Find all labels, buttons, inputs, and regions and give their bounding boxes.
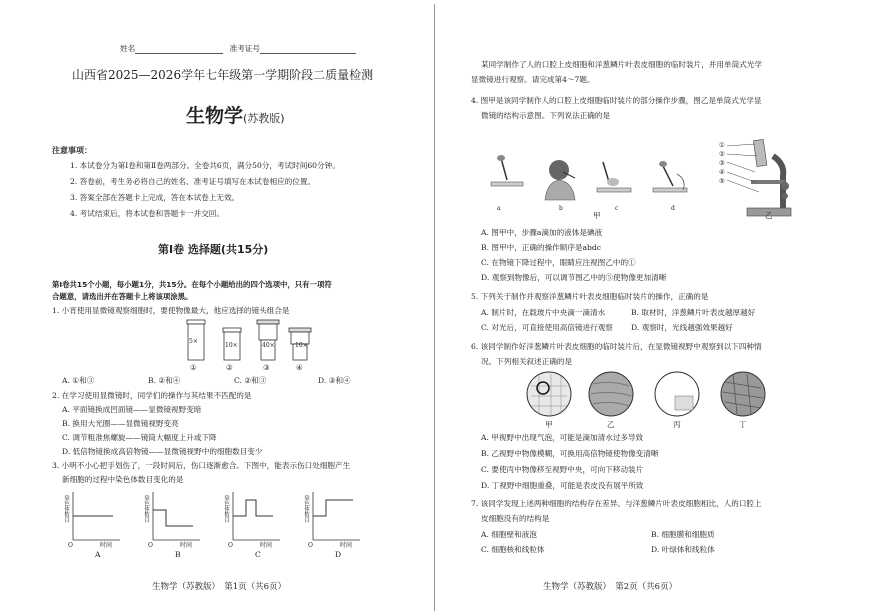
view-bing-label: 丙 [673, 420, 681, 429]
section-intro-2: 合题意，请选出并在答题卡上将该项涂黑。 [52, 292, 193, 301]
q7-stem-2: 皮细胞没有的结构是 [481, 514, 550, 523]
graph-c [233, 492, 280, 540]
q5-option-b: B. 取材时，洋葱鳞片叶表皮越厚越好 [631, 308, 756, 317]
fig-jia-label: 甲 [593, 211, 601, 220]
view-yi [589, 372, 633, 416]
step-d-label: d [671, 205, 675, 212]
q6-option-c: C. 要使丙中物像移至视野中央，可向下移动装片 [481, 465, 644, 474]
q4-stem-1: 4. 图甲是该同学制作人的口腔上皮细胞临时装片的部分操作步骤，图乙是单筒式光学显 [471, 96, 762, 105]
q6-option-b: B. 乙视野中物像模糊，可换用高倍物镜使物像变清晰 [481, 449, 659, 458]
step-c-drawing [597, 162, 631, 192]
step-d-drawing [653, 161, 687, 192]
view-yi-label: 乙 [607, 420, 615, 429]
name-label: 姓名 [120, 44, 136, 53]
lens-3-num: ③ [263, 363, 270, 372]
micro-label-5: ⑤ [719, 177, 725, 185]
q7-option-b: B. 细胞膜和细胞质 [651, 530, 715, 539]
intro-1: 某同学制作了人的口腔上皮细胞和洋葱鳞片叶表皮细胞的临时装片，并用单筒式光学 [481, 60, 762, 69]
left-footer: 生物学（苏教版） 第1页（共6页） [152, 582, 287, 592]
subject-title: 生物学(苏教版) [186, 105, 285, 127]
q3-stem-1: 3. 小明不小心把手划伤了，一段时间后，伤口逐渐愈合。下图中，能表示伤口处细胞产生 [52, 461, 351, 470]
graph-b-xlabel: 时间 [180, 542, 193, 549]
graph-b-ylabel: 染色体数目 [143, 495, 149, 523]
graph-d-xlabel: 时间 [340, 542, 353, 549]
lens-1-label: 5× [189, 338, 198, 345]
notice-4: 4. 考试结束后，将本试卷和答题卡一并交回。 [70, 209, 224, 218]
microscope-views [525, 370, 775, 420]
q4-option-b: B. 图甲中，正确的操作顺序是abdc [481, 243, 602, 252]
q6-stem-2: 况。下列相关叙述正确的是 [481, 357, 573, 366]
q4-stem-2: 微镜的结构示意图。下列说法正确的是 [481, 111, 611, 120]
graph-c-origin: O [228, 542, 233, 549]
q1-option-d: D. ③和④ [318, 376, 351, 385]
q7-stem-1: 7. 该同学发现上述两种细胞的结构存在差异。与洋葱鳞片叶表皮细胞相比，人的口腔上 [471, 499, 762, 508]
right-footer: 生物学（苏教版） 第2页（共6页） [543, 582, 678, 592]
procedure-figure [487, 152, 727, 214]
step-c-label: c [615, 205, 619, 212]
q1-option-c: C. ②和③ [234, 376, 267, 385]
q2-option-b: B. 换用大光圈——显微镜视野变亮 [62, 419, 179, 428]
lens-4-num: ④ [296, 363, 303, 372]
q2-option-d: D. 低倍物镜换成高倍物镜——显微镜视野中的细胞数目变少 [62, 447, 263, 456]
view-ding [721, 372, 765, 416]
graph-a-origin: O [68, 542, 73, 549]
graph-d-ylabel: 染色体数目 [303, 495, 309, 523]
micro-label-1: ① [719, 141, 725, 149]
exam-no-label: 准考证号 [229, 44, 260, 53]
graph-b [153, 492, 200, 540]
lens-3-label: 40× [262, 342, 275, 349]
view-jia [527, 372, 571, 416]
q4-option-d: D. 观察到物像后，可以调节图乙中的⑤使物像更加清晰 [481, 273, 667, 282]
notice-title: 注意事项： [52, 146, 92, 155]
intro-2: 显微镜进行观察。请完成第4～7题。 [471, 75, 595, 84]
micro-label-4: ④ [719, 168, 725, 176]
q2-option-c: C. 调节粗准焦螺旋——镜筒大幅度上升或下降 [62, 433, 217, 442]
view-jia-label: 甲 [545, 420, 553, 429]
q5-option-a: A. 制片时，在载玻片中央滴一滴清水 [481, 308, 606, 317]
microscope-figure [725, 136, 815, 218]
fig-yi-label: 乙 [765, 211, 773, 220]
q5-option-d: D. 观察时，光线越强效果越好 [631, 323, 733, 332]
step-b-label: b [559, 205, 563, 212]
exam-title: 山西省2025—2026学年七年级第一学期阶段二质量检测 [72, 68, 374, 82]
graph-a-xlabel: 时间 [100, 542, 113, 549]
step-b-drawing [545, 160, 575, 200]
lens-1-num: ① [190, 363, 197, 372]
lens-3 [257, 320, 279, 360]
name-field [120, 44, 356, 54]
step-a-drawing [491, 155, 523, 186]
graph-c-ylabel: 染色体数目 [223, 495, 229, 523]
section-title: 第Ⅰ卷 选择题(共15分) [158, 243, 269, 256]
q1-option-a: A. ①和③ [62, 376, 95, 385]
notice-1: 1. 本试卷分为第Ⅰ卷和第Ⅱ卷两部分。全卷共6页，满分50分，考试时间60分钟。 [70, 161, 340, 170]
notice-2: 2. 答卷前，考生务必将自己的姓名、准考证号填写在本试卷相应的位置。 [70, 177, 316, 186]
graph-c-xlabel: 时间 [260, 542, 273, 549]
graph-c-letter: C [255, 550, 261, 559]
graph-a-letter: A [95, 550, 101, 559]
q3-stem-2: 新细胞的过程中染色体数目变化的是 [62, 475, 184, 484]
view-ding-label: 丁 [739, 420, 747, 429]
q7-option-c: C. 细胞核和线粒体 [481, 545, 545, 554]
graph-d-origin: O [308, 542, 313, 549]
lens-4-label: 10× [295, 342, 308, 349]
micro-label-3: ③ [719, 159, 725, 167]
lens-2-num: ② [226, 363, 233, 372]
notice-3: 3. 答案全部在答题卡上完成，答在本试卷上无效。 [70, 193, 240, 202]
view-bing [655, 372, 699, 416]
q1-option-b: B. ②和④ [148, 376, 181, 385]
step-a-label: a [497, 205, 501, 212]
graph-b-origin: O [148, 542, 153, 549]
q6-stem-1: 6. 该同学制作好洋葱鳞片叶表皮细胞的临时装片后，在显微镜视野中观察到以下四种情 [471, 342, 762, 351]
q1-stem: 1. 小宵使用显微镜观察细胞时，要使物像最大，他应选择的镜头组合是 [52, 306, 290, 315]
q4-option-c: C. 在物镜下降过程中，眼睛应注视图乙中的① [481, 258, 636, 267]
q2-stem: 2. 在学习使用显微镜时，同学们的操作与其结果不匹配的是 [52, 391, 252, 400]
q5-option-c: C. 对光后，可直接使用高倍镜进行观察 [481, 323, 613, 332]
q6-option-d: D. 丁视野中细胞重叠，可能是表皮没有展平所致 [481, 481, 644, 490]
graph-d [313, 492, 360, 540]
graph-a-ylabel: 染色体数目 [63, 495, 69, 523]
q5-stem: 5. 下列关于制作并观察洋葱鳞片叶表皮细胞临时装片的操作，正确的是 [471, 292, 709, 301]
graph-b-letter: B [175, 550, 181, 559]
lens-2-label: 10× [225, 342, 238, 349]
section-intro-1: 第Ⅰ卷共15个小题，每小题1分，共15分。在每个小题给出的四个选项中，只有一项符 [52, 280, 332, 289]
q4-option-a: A. 图甲中，步骤a滴加的液体是碘液 [481, 228, 603, 237]
micro-label-2: ② [719, 150, 725, 158]
q6-option-a: A. 甲视野中出现气泡，可能是滴加清水过多导致 [481, 433, 644, 442]
graph-a [73, 492, 120, 540]
q7-option-a: A. 细胞壁和液泡 [481, 530, 537, 539]
right-page [435, 0, 870, 615]
q2-option-a: A. 平面镜换成凹面镜——显微镜视野变暗 [62, 405, 202, 414]
q7-option-d: D. 叶绿体和线粒体 [651, 545, 715, 554]
graph-d-letter: D [335, 550, 342, 559]
